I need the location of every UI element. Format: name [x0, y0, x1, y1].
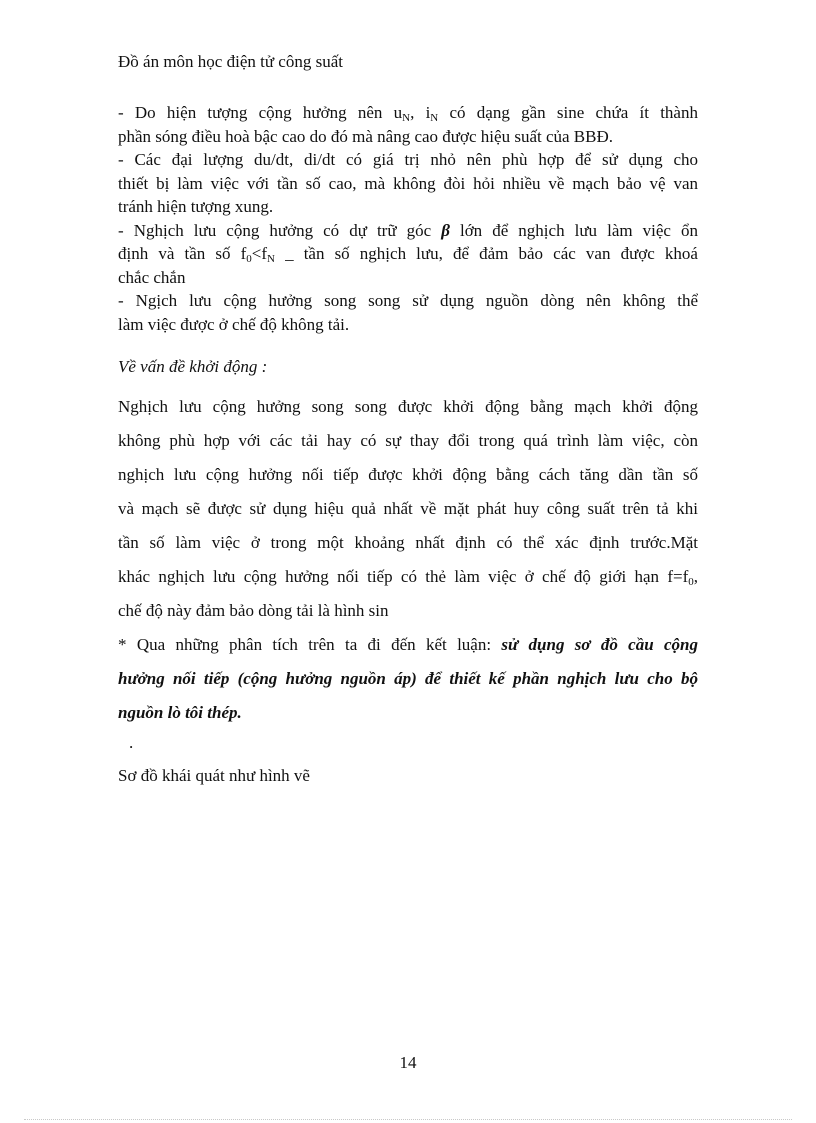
stray-dot: .	[129, 733, 134, 752]
page-number: 14	[399, 1053, 417, 1072]
page-header: Đồ án môn học điện tử công suất	[118, 52, 343, 71]
beta-symbol: β	[441, 220, 450, 240]
text-line: thiết bị làm việc với tần số cao, mà không đòi hỏi nhiều về mạch bảo vệ van	[118, 173, 698, 193]
text-line: phần sóng điều hoà bậc cao do đó mà nâng cao được hiệu suất của BBĐ.	[118, 126, 614, 146]
text-line: khác nghịch lưu cộng hưởng nối tiếp có thẻ làm việc ở chế độ giới hạn $f=f_0$,	[118, 567, 698, 588]
text-line: - Các đại lượng du/dt, di/dt có giá trị nhỏ nên phù hợp để sử dụng cho	[118, 150, 698, 169]
text-line: chắc chắn	[118, 267, 186, 287]
text-line: Nghịch lưu cộng hưởng song song được khởi động bằng mạch khởi động	[118, 397, 698, 416]
conclusion-emphasis: sử dụng sơ đồ cầu cộng	[501, 635, 698, 654]
text-line: chế độ này đảm bảo dòng tải là hình sin	[118, 601, 389, 620]
text-line: - Do hiện tượng cộng hưởng nên $u_N$, $i_N$ có dạng gần sine chứa ít thành	[118, 103, 698, 124]
text-line: - Nghịch lưu cộng hưởng có dự trữ góc β lớn để nghịch lưu làm việc ổn	[118, 220, 698, 240]
text-line: - Ngịch lưu cộng hưởng song song sử dụng nguồn dòng nên không thể	[118, 291, 698, 310]
bullet-no-load	[118, 289, 698, 336]
diagram-caption: Sơ đồ khái quát như hình vẽ	[118, 766, 310, 785]
bullet-beta-reserve	[118, 219, 698, 290]
bullet-du-dt	[118, 148, 698, 219]
conclusion-line: * Qua những phân tích trên ta đi đến kết luận: sử dụng sơ đồ cầu cộng	[118, 635, 698, 654]
text-line: định và tần số $f_0<f_N$ _ tần số nghịch lưu, để đảm bảo các van được khoá	[118, 244, 698, 265]
startup-heading: Về vấn đề khởi động :	[118, 357, 268, 376]
conclusion-emphasis-line: nguồn lò tôi thép.	[118, 703, 242, 722]
page-bottom-divider	[24, 1119, 792, 1120]
text-line: tránh hiện tượng xung.	[118, 197, 274, 216]
conclusion-emphasis-line: hưởng nối tiếp (cộng hưởng nguồn áp) để thiết kế phần nghịch lưu cho bộ	[118, 669, 698, 688]
text-line: làm việc được ở chế độ không tải.	[118, 314, 350, 334]
text-line: và mạch sẽ được sử dụng hiệu quả nhất về mặt phát huy công suất trên tả khi	[118, 499, 698, 518]
startup-paragraph	[118, 390, 698, 730]
bullet-resonance	[118, 101, 698, 148]
text-line: không phù hợp với các tải hay có sự thay đổi trong quá trình làm việc, còn	[118, 431, 698, 450]
text-line: nghịch lưu cộng hưởng nối tiếp được khởi động bằng cách tăng dần tần số	[118, 465, 698, 484]
advantages-list	[118, 101, 698, 336]
text-line: tần số làm việc ở trong một khoảng nhất định có thể xác định trước.Mặt	[118, 533, 698, 552]
